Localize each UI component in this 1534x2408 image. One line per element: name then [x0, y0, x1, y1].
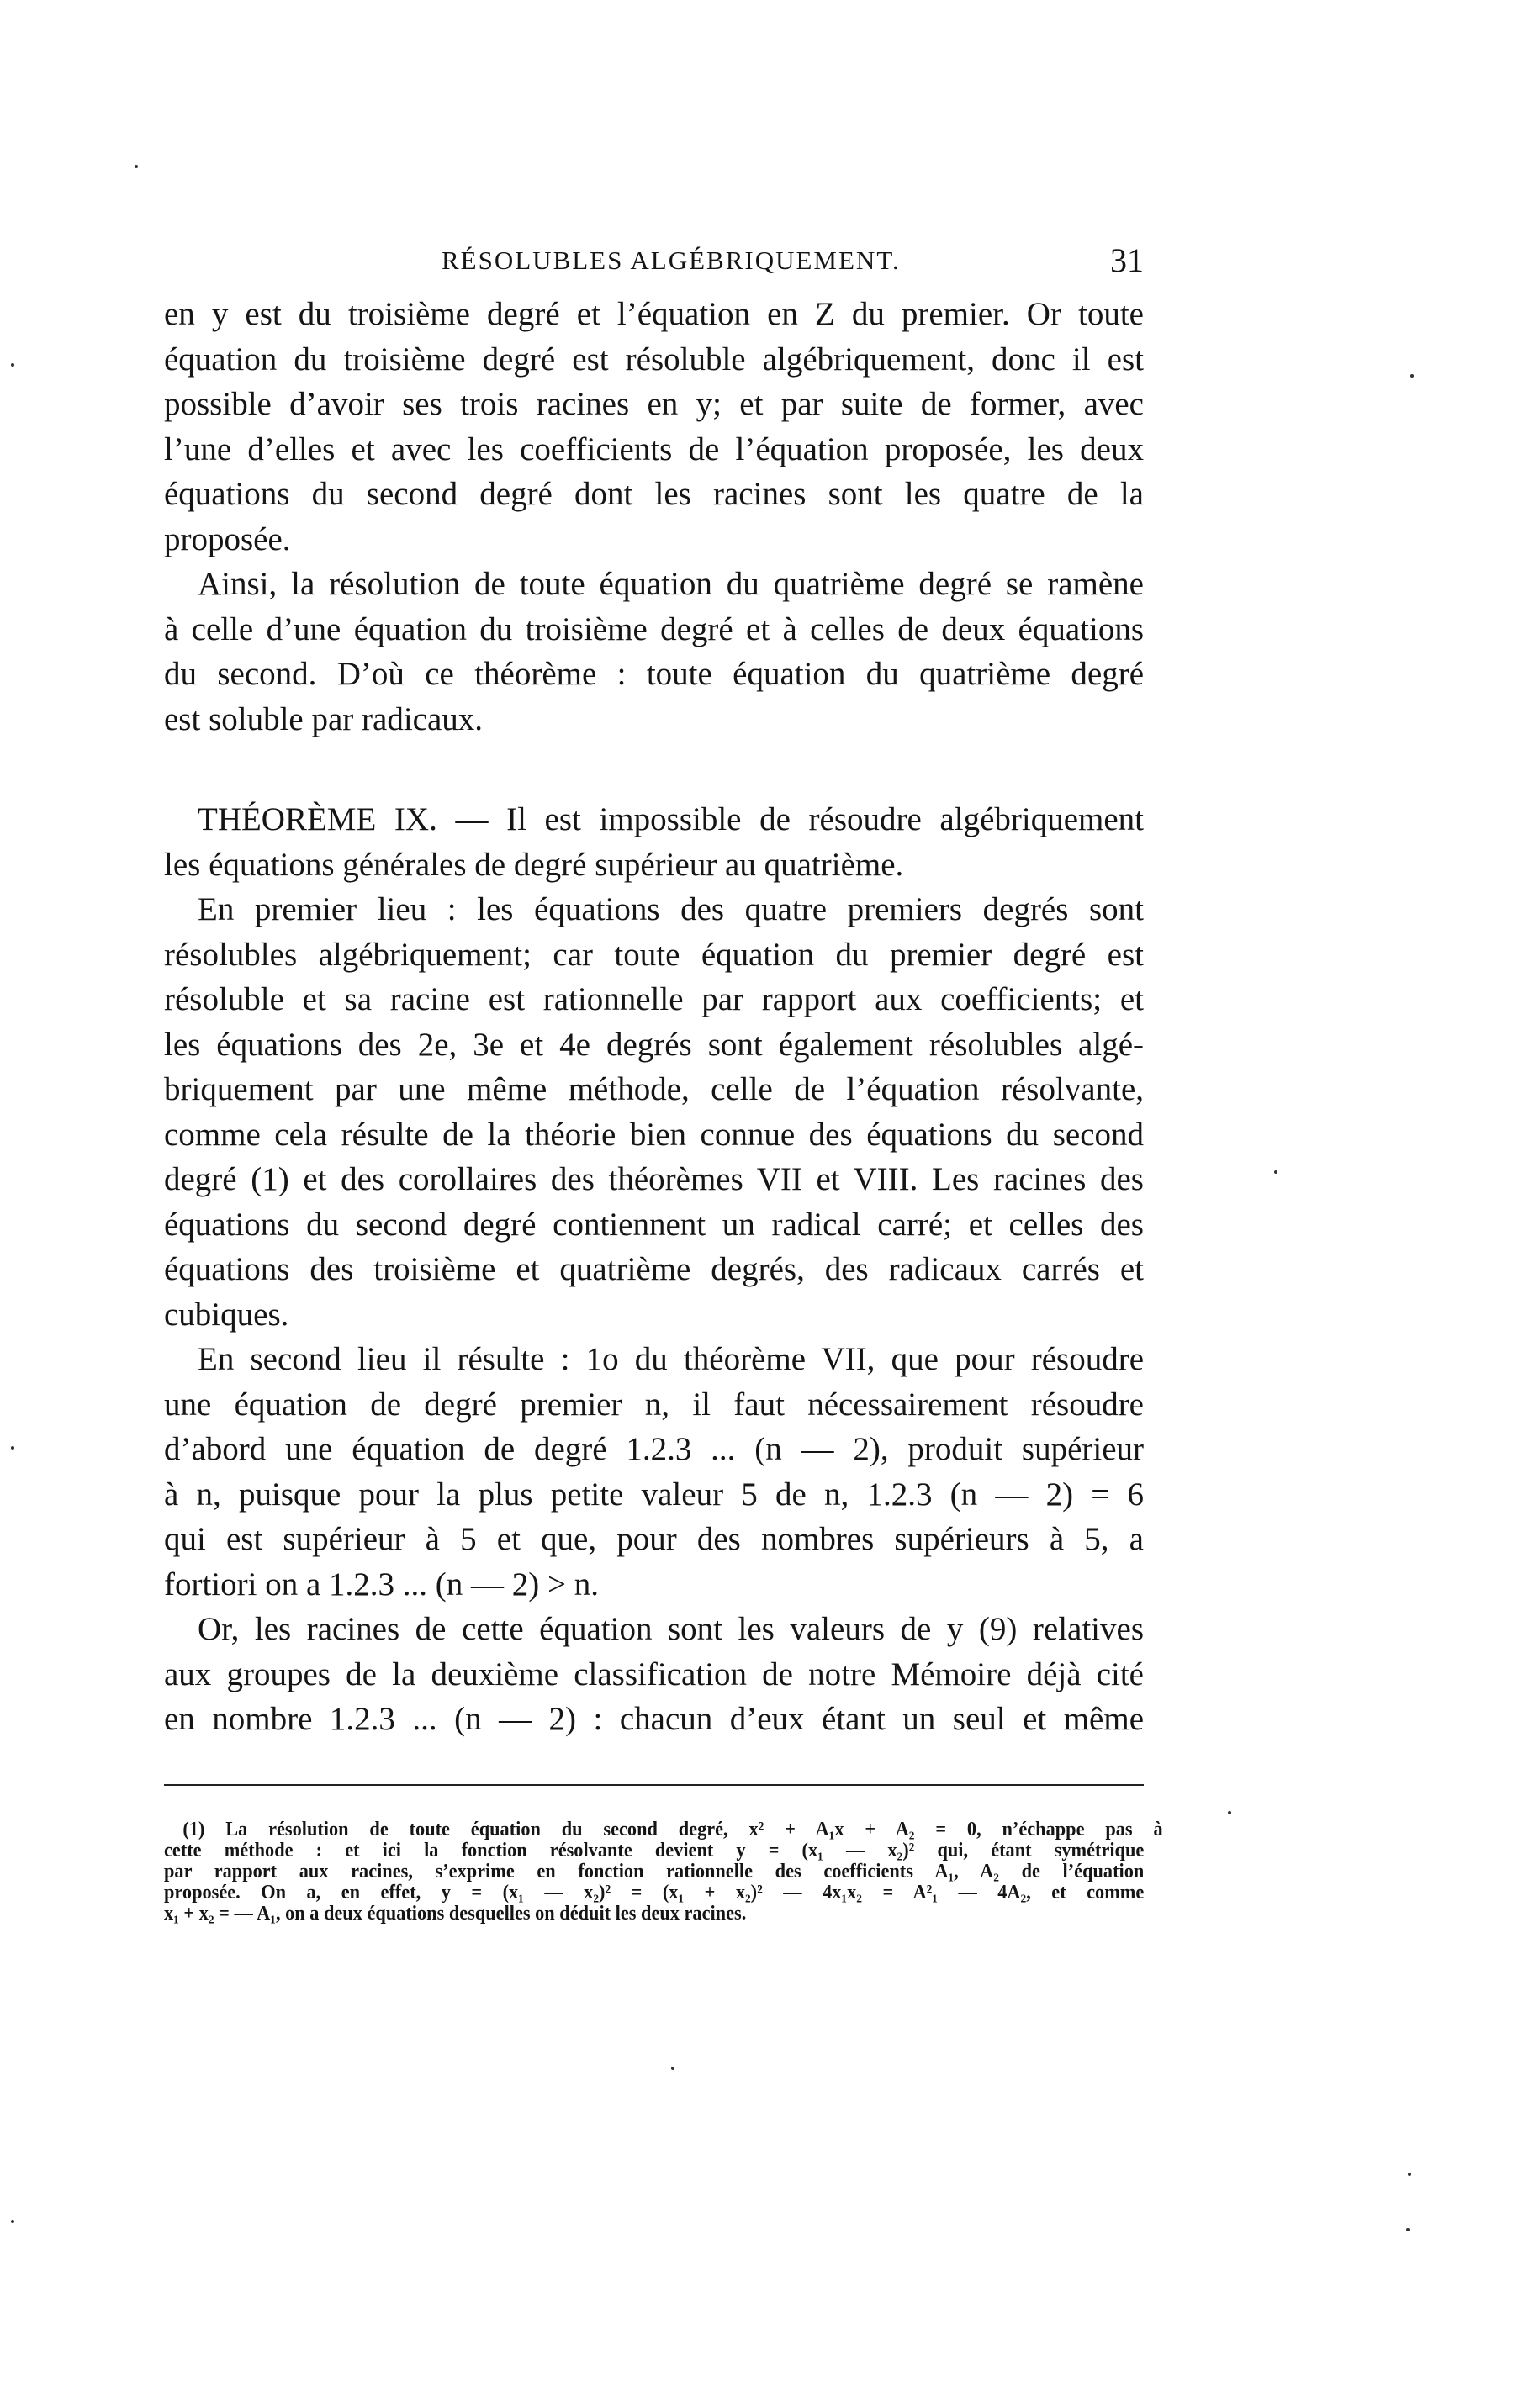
footnote-line: x₁ + x₂ = — A₁, on a deux équations desquelles on déduit les deux racines.	[164, 1903, 747, 1925]
text-line: l’une d’elles et avec les coefficients de l’équation proposée, les deux	[164, 430, 1144, 467]
text-line: Ainsi, la résolution de toute équation du quatrième degré se ramène	[198, 566, 1144, 602]
text-line: en y est du troisième degré et l’équation en Z du premier. Or toute	[164, 296, 1144, 332]
text-line: briquement par une même méthode, celle de l’équation résolvante,	[164, 1071, 1144, 1107]
text-line: équations des troisième et quatrième degrés, des radicaux carrés et	[164, 1251, 1144, 1287]
text-line: proposée.	[164, 520, 291, 557]
scan-speck	[1274, 1170, 1277, 1174]
scan-speck	[671, 2067, 674, 2070]
scan-speck	[1228, 1811, 1231, 1814]
main-text	[164, 292, 1144, 1742]
paragraph-gap	[164, 742, 1144, 797]
text-line: résoluble et sa racine est rationnelle par rapport aux coefficients; et	[164, 981, 1144, 1017]
text-line: résolubles algébriquement; car toute équation du premier degré est	[164, 936, 1144, 973]
text-line: équations du second degré dont les racines sont les quatre de la	[164, 476, 1144, 512]
text-line: équation du troisième degré est résoluble algébriquement, donc il est	[164, 341, 1144, 378]
scan-speck	[11, 363, 14, 367]
footnote-rule	[164, 1784, 1144, 1786]
text-line: possible d’avoir ses trois racines en y; et par suite de former, avec	[164, 386, 1144, 422]
text-line: fortiori on a 1.2.3 ... (n — 2) > n.	[164, 1566, 599, 1603]
text-line: aux groupes de la deuxième classification de notre Mémoire déjà cité	[164, 1656, 1144, 1692]
scan-speck	[1408, 2173, 1411, 2176]
text-line: à celle d’une équation du troisième degré et à celles de deux équations	[164, 610, 1144, 647]
text-line: En premier lieu : les équations des quatre premiers degrés sont	[198, 891, 1144, 927]
scan-speck	[1410, 374, 1414, 378]
scan-speck	[1406, 2228, 1410, 2231]
text-line: d’abord une équation de degré 1.2.3 ... (n — 2), produit supérieur	[164, 1431, 1144, 1467]
theorem-heading: THÉORÈME IX. — Il est impossible de résoudre algébriquement	[198, 801, 1144, 837]
scan-speck	[11, 2220, 14, 2223]
text-line: comme cela résulte de la théorie bien connue des équations du second	[164, 1116, 1144, 1153]
page-header	[164, 240, 1144, 283]
footnote-line: proposée. On a, en effet, y = (x₁ — x₂)² = (x₁ + x₂)² — 4x₁x₂ = A²₁ — 4A₂, et comme	[164, 1882, 1145, 1904]
text-line: En second lieu il résulte : 1o du théorème VII, que pour résoudre	[198, 1341, 1144, 1377]
scan-speck	[135, 165, 138, 168]
text-line: les équations des 2e, 3e et 4e degrés sont également résolubles algé-	[164, 1026, 1144, 1063]
footnote-line: par rapport aux racines, s’exprime en fonction rationnelle des coefficients A₁, A₂ de l’équation	[164, 1861, 1145, 1883]
page-number: 31	[1110, 241, 1144, 279]
text-line: à n, puisque pour la plus petite valeur 5 de n, 1.2.3 (n — 2) = 6	[164, 1476, 1144, 1513]
text-line: cubiques.	[164, 1296, 289, 1333]
footnote-line: (1) La résolution de toute équation du second degré, x² + A₁x + A₂ = 0, n’échappe pas à	[182, 1819, 1163, 1840]
text-line: en nombre 1.2.3 ... (n — 2) : chacun d’eux étant un seul et même	[164, 1701, 1144, 1737]
text-line: degré (1) et des corollaires des théorèmes VII et VIII. Les racines des	[164, 1161, 1144, 1197]
text-line: les équations générales de degré supérieur au quatrième.	[164, 846, 904, 883]
text-line: du second. D’où ce théorème : toute équation du quatrième degré	[164, 656, 1144, 692]
text-line: une équation de degré premier n, il faut nécessairement résoudre	[164, 1386, 1144, 1423]
text-line: Or, les racines de cette équation sont les valeurs de y (9) relatives	[198, 1611, 1144, 1647]
scan-speck	[11, 1446, 14, 1450]
footnote	[164, 1819, 1163, 1925]
text-line: est soluble par radicaux.	[164, 700, 484, 737]
running-head: RÉSOLUBLES ALGÉBRIQUEMENT.	[442, 246, 901, 275]
footnote-line: cette méthode : et ici la fonction résolvante devient y = (x₁ — x₂)² qui, étant symétrique	[164, 1840, 1145, 1861]
text-line: équations du second degré contiennent un radical carré; et celles des	[164, 1206, 1144, 1243]
text-line: qui est supérieur à 5 et que, pour des nombres supérieurs à 5, a	[164, 1521, 1144, 1557]
